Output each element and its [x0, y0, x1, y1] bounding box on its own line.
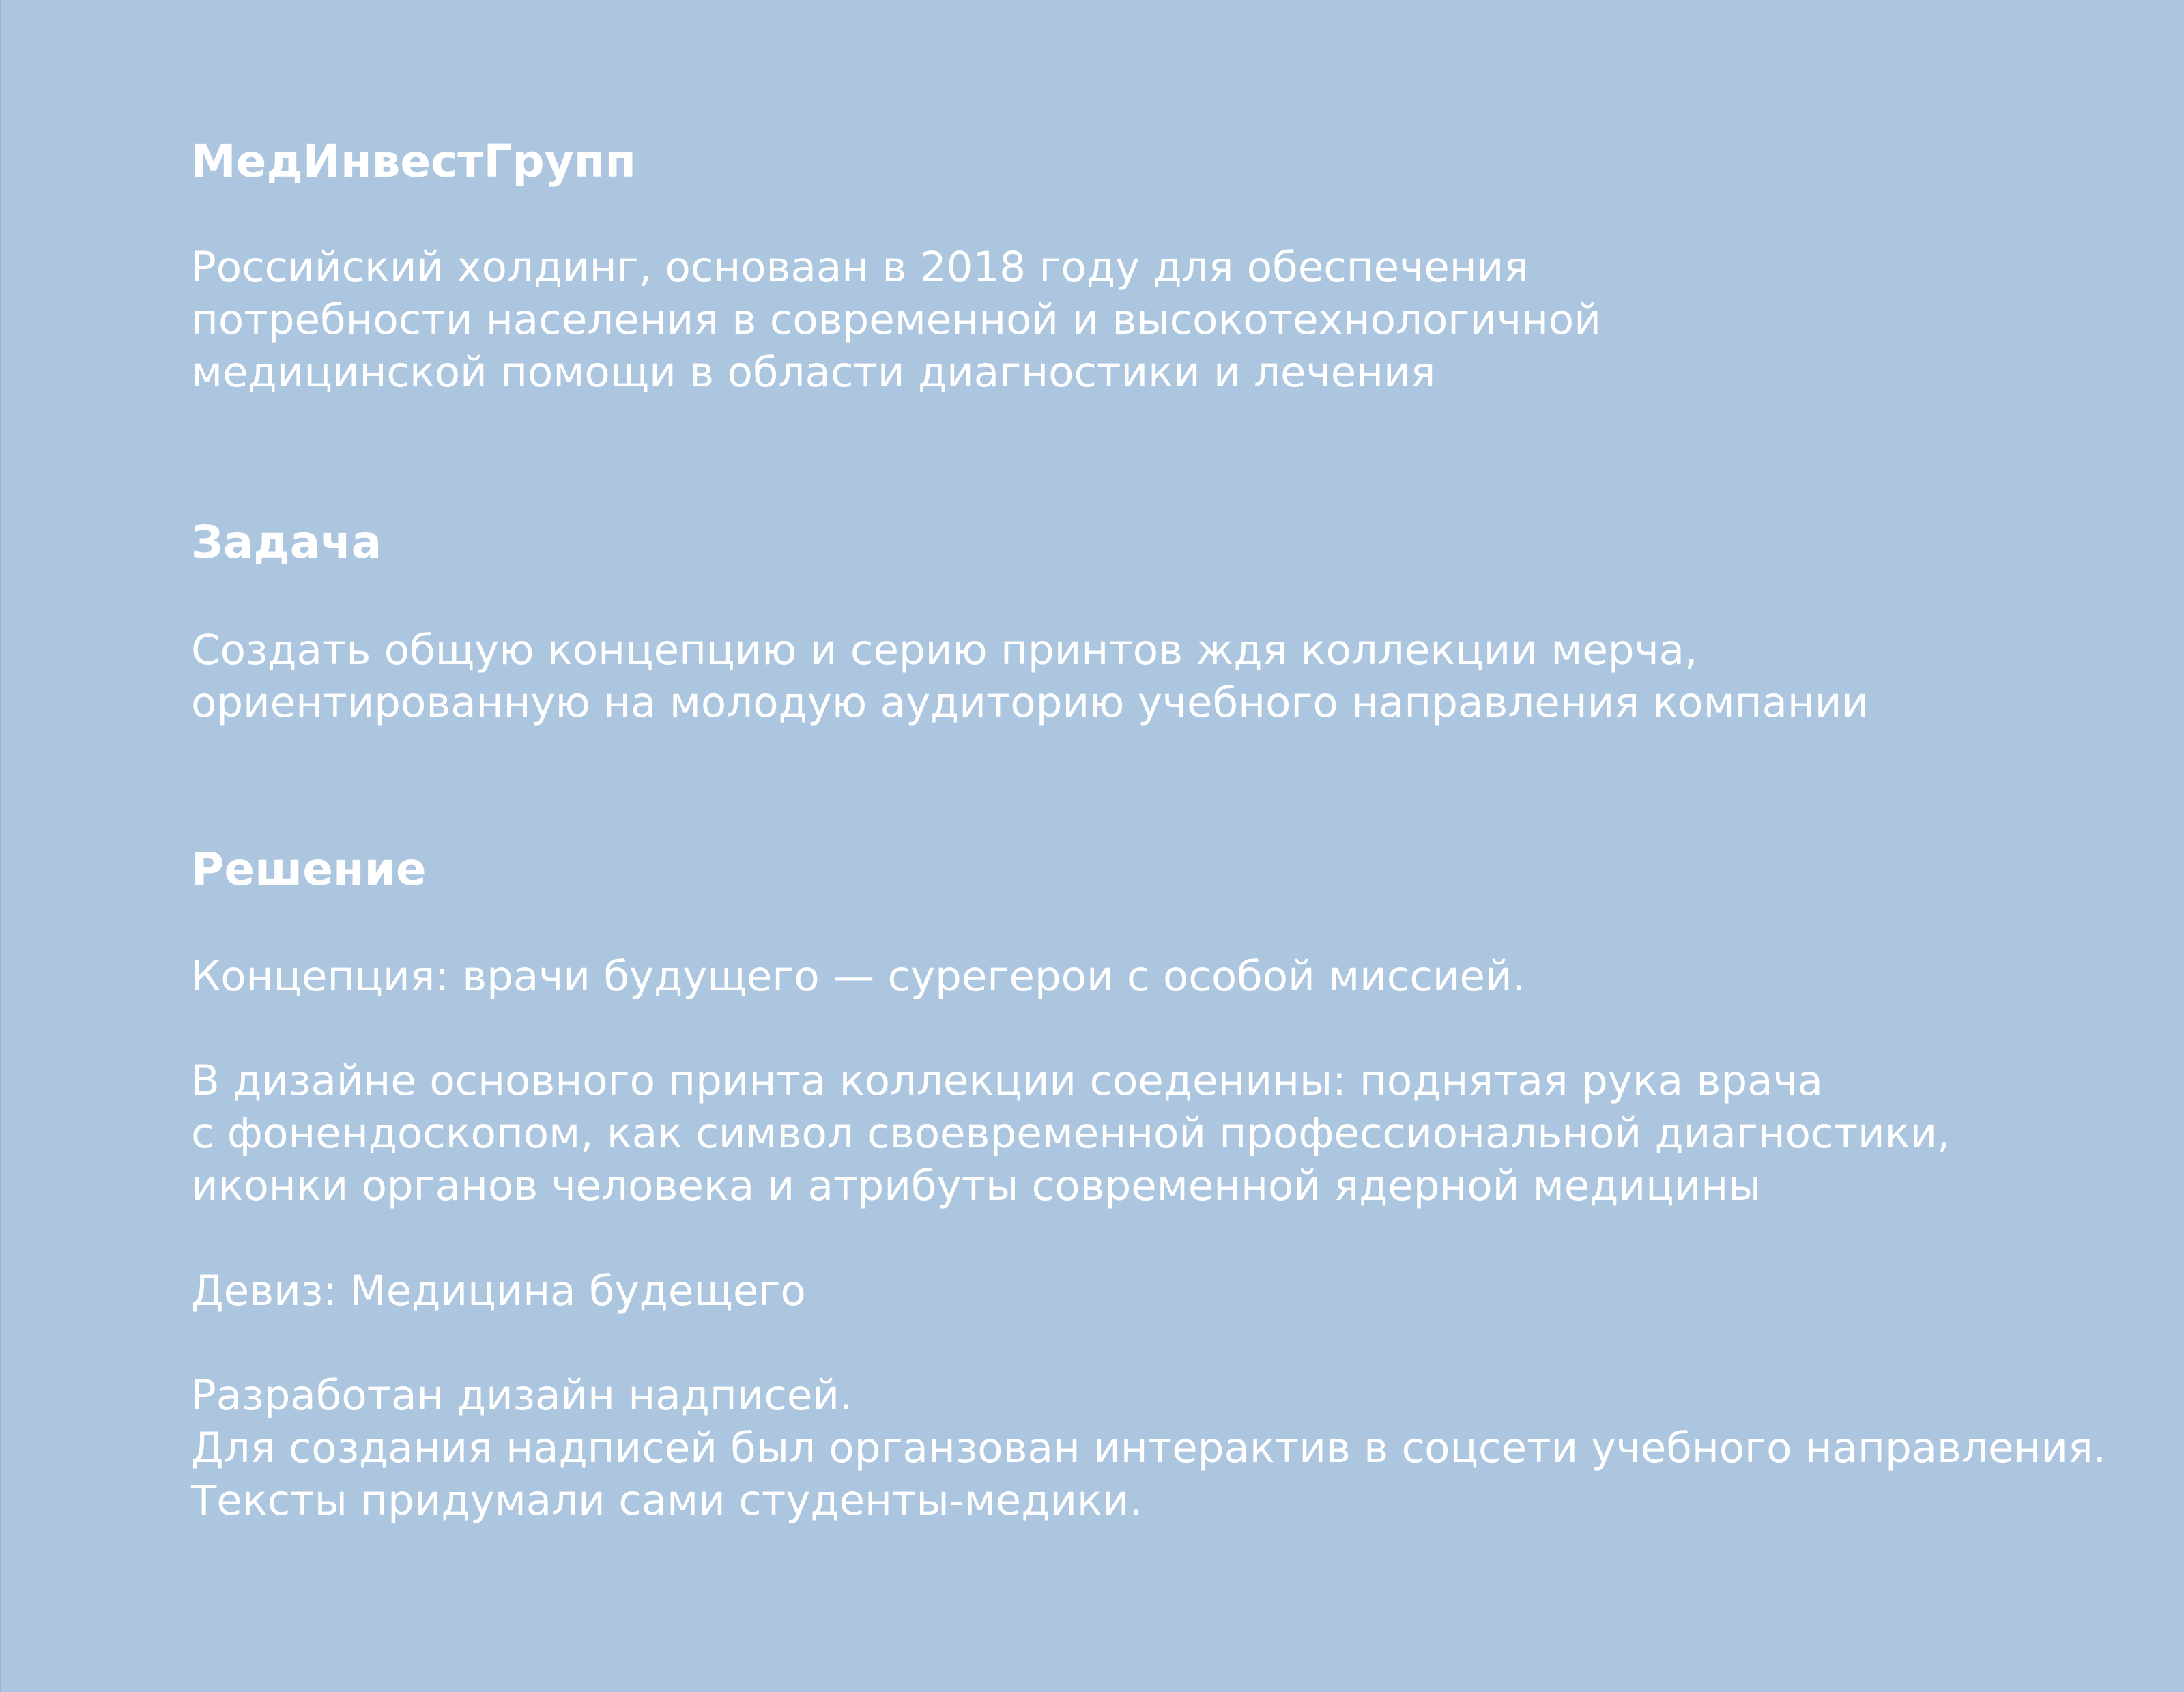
- solution-lettering-line: Для создания надписей был органзован интерактив в соцсети учебного направления.: [191, 1424, 2107, 1472]
- solution-design-line: иконки органов человека и атрибуты современной ядерной медицины: [191, 1162, 1762, 1210]
- solution-design-line: В дизайне основного принта коллекции соеденины: поднятая рука врача: [191, 1057, 1823, 1105]
- company-description-line: медицинской помощи в области диагностики и лечения: [191, 348, 1436, 397]
- company-description-line: Российский холдинг, основаан в 2018 году для обеспечения: [191, 243, 1529, 291]
- company-description-line: потребности населения в современной и высокотехнологичной: [191, 296, 1601, 344]
- task-title: Задача: [191, 516, 382, 569]
- solution-motto: [191, 1265, 806, 1317]
- page-edge-line: [0, 0, 1, 1692]
- solution-concept-line: Концепция: врачи будущего — сурегерои с особой миссией.: [191, 952, 1526, 1001]
- solution-lettering-line: Тексты придумали сами студенты-медики.: [191, 1476, 1143, 1525]
- solution-title: Решение: [191, 843, 427, 895]
- solution-lettering-description: [191, 1369, 2106, 1527]
- solution-concept: [191, 950, 1525, 1003]
- task-description: [191, 624, 1869, 729]
- company-title: МедИнвестГрупп: [191, 135, 637, 188]
- company-description: [191, 241, 1601, 399]
- solution-motto-line: Девиз: Медицина будещего: [191, 1267, 806, 1315]
- task-description-line: Создать общую концепцию и серию принтов ждя коллекции мерча,: [191, 626, 1698, 674]
- solution-design-description: [191, 1055, 1951, 1212]
- solution-lettering-line: Разработан дизайн надписей.: [191, 1371, 853, 1420]
- solution-design-line: с фонендоскопом, как символ своевременной профессиональной диагностики,: [191, 1109, 1951, 1158]
- task-description-line: ориентированную на молодую аудиторию учебного направления компании: [191, 678, 1869, 727]
